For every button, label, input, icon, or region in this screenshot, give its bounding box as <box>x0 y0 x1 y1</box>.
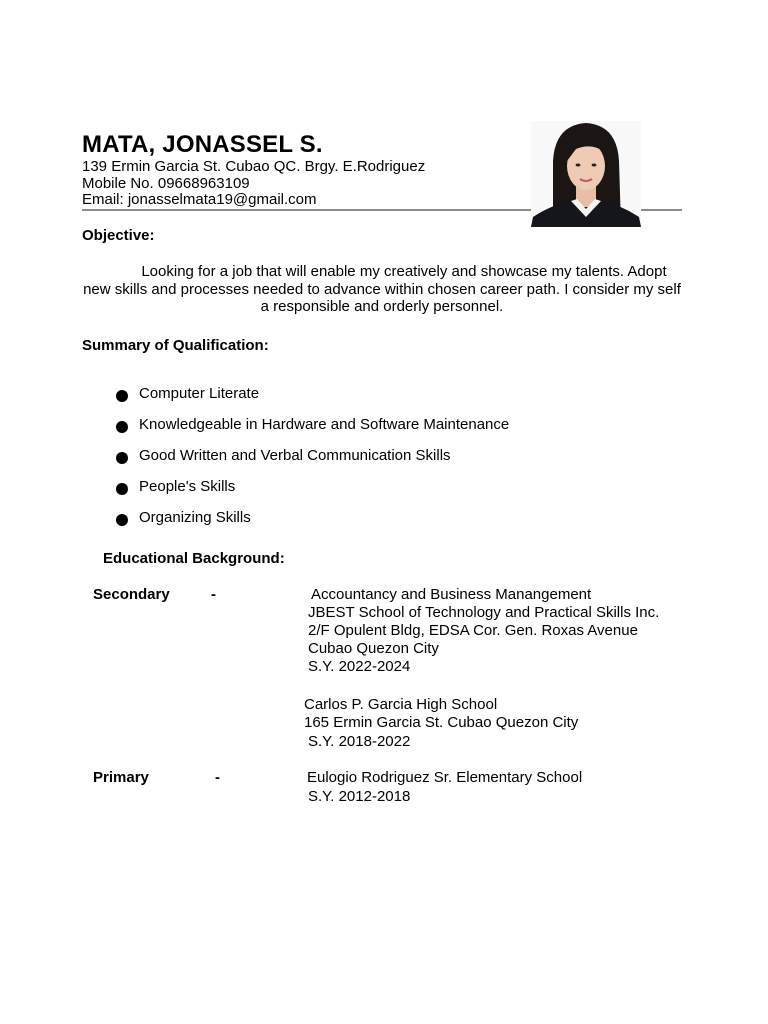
secondary-school2-line2: 165 Ermin Garcia St. Cubao Quezon City <box>304 714 579 731</box>
qualifications-list <box>116 384 509 539</box>
bullet-icon <box>116 483 128 495</box>
secondary-school2-line3: S.Y. 2018-2022 <box>308 733 411 750</box>
objective-heading: Objective: <box>82 227 155 244</box>
list-item <box>116 446 509 477</box>
profile-photo <box>531 121 641 227</box>
bullet-icon <box>116 390 128 402</box>
bullet-icon <box>116 421 128 433</box>
list-item-text: People's Skills <box>139 478 236 495</box>
list-item-text: Knowledgeable in Hardware and Software Maintenance <box>139 416 510 433</box>
mobile-line: Mobile No. 09668963109 <box>82 175 250 192</box>
bullet-icon <box>116 514 128 526</box>
secondary-school2-line1: Carlos P. Garcia High School <box>304 696 498 713</box>
list-item <box>116 477 509 508</box>
secondary-school1-line1: Accountancy and Business Manangement <box>311 586 592 603</box>
list-item <box>116 415 509 446</box>
objective-paragraph <box>82 263 682 316</box>
secondary-dash: - <box>211 586 216 603</box>
qualifications-heading: Summary of Qualification: <box>82 337 269 354</box>
list-item <box>116 508 509 539</box>
primary-school-line1: Eulogio Rodriguez Sr. Elementary School <box>307 769 583 786</box>
secondary-school1-line5: S.Y. 2022-2024 <box>308 658 411 675</box>
list-item <box>116 384 509 415</box>
education-heading: Educational Background: <box>103 550 285 567</box>
primary-dash: - <box>215 769 220 786</box>
list-item-text: Organizing Skills <box>139 509 251 526</box>
primary-label: Primary <box>93 769 149 786</box>
list-item-text: Computer Literate <box>139 385 260 402</box>
applicant-name: MATA, JONASSEL S. <box>82 131 323 158</box>
profile-photo-illustration <box>531 121 641 227</box>
secondary-school1-line2: JBEST School of Technology and Practical Skills Inc. <box>308 604 660 621</box>
secondary-school1-line3: 2/F Opulent Bldg, EDSA Cor. Gen. Roxas Avenue <box>308 622 638 639</box>
secondary-label: Secondary <box>93 586 170 603</box>
email-line: Email: jonasselmata19@gmail.com <box>82 191 317 208</box>
address-line: 139 Ermin Garcia St. Cubao QC. Brgy. E.Rodriguez <box>82 158 426 175</box>
bullet-icon <box>116 452 128 464</box>
primary-school-line2: S.Y. 2012-2018 <box>308 788 411 805</box>
objective-text: Looking for a job that will enable my creatively and showcase my talents. Adopt new skills and processes needed to advance within chosen career path. I consider my self a responsible and orderly personnel. <box>83 263 681 315</box>
secondary-school1-line4: Cubao Quezon City <box>308 640 439 657</box>
list-item-text: Good Written and Verbal Communication Skills <box>139 447 451 464</box>
